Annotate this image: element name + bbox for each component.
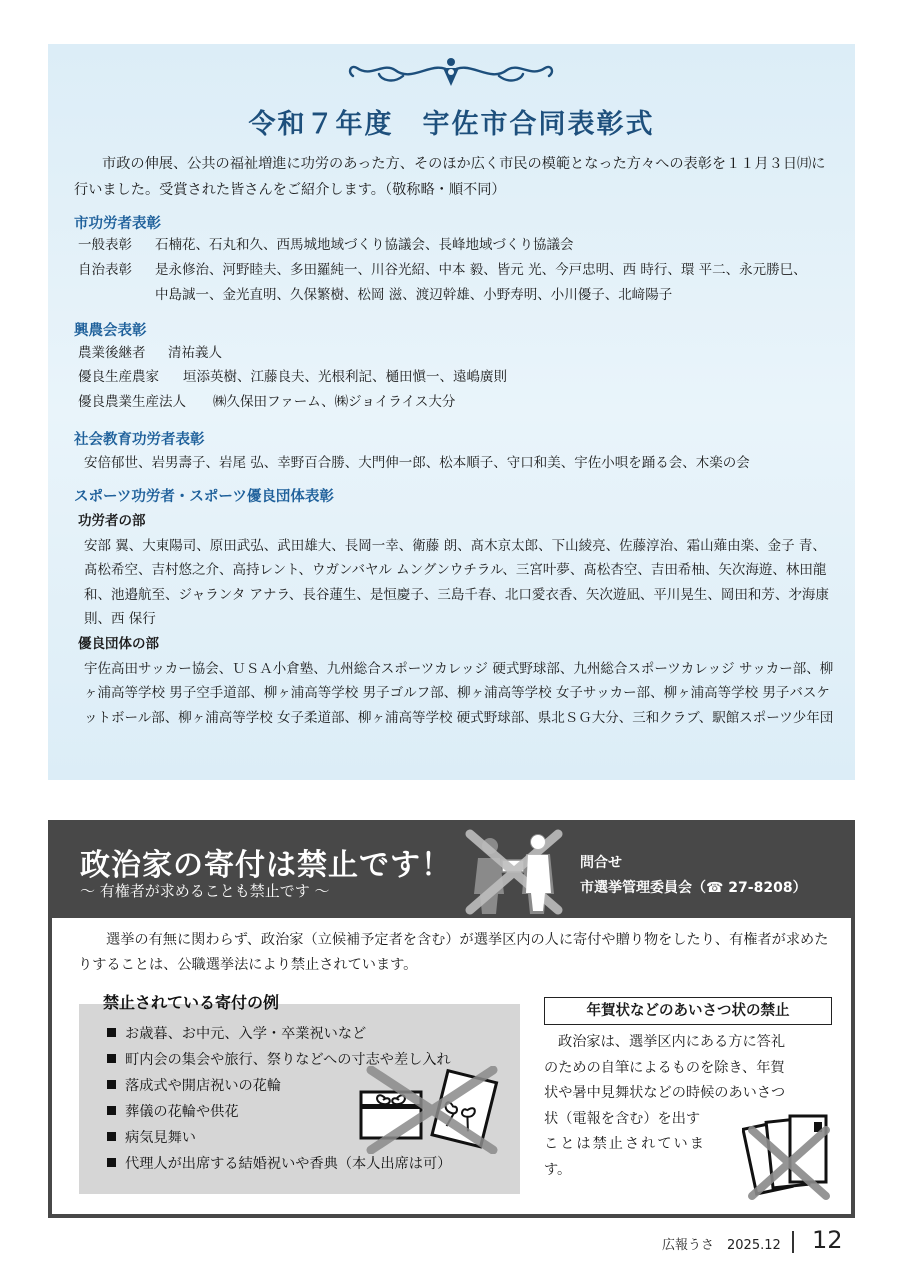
bullet-square-icon [107, 1106, 116, 1115]
general-award-label: 一般表彰 [78, 237, 132, 253]
example-item: 代理人が出席する結婚祝いや香典（本人出席は可） [107, 1153, 451, 1173]
bullet-square-icon [107, 1132, 116, 1141]
examples-title: 禁止されている寄付の例 [99, 990, 283, 1013]
gift-box-prohibited-icon [357, 1066, 503, 1154]
donation-content [52, 918, 851, 1214]
examples-box [79, 993, 520, 1194]
city-merit-heading: 市功労者表彰 [74, 215, 161, 232]
bullet-square-icon [107, 1158, 116, 1167]
example-item: 葬儀の花輪や供花 [107, 1101, 239, 1121]
sports-heading: スポーツ功労者・スポーツ優良団体表彰 [74, 488, 334, 505]
autonomy-award-row [78, 258, 807, 282]
example-item: 落成式や開店祝いの花輪 [107, 1075, 281, 1095]
postcards-prohibited-icon [742, 1110, 832, 1202]
autonomy-award-names-1: 是永修治、河野睦夫、多田羅純一、川谷光紹、中本 毅、皆元 光、今戸忠明、西 時行、環 平二、永元勝巳、 [155, 262, 807, 278]
bullet-square-icon [107, 1028, 116, 1037]
sports-merit-label: 功労者の部 [78, 513, 146, 529]
donation-subtitle: ～ 有権者が求めることも禁止です ～ [80, 882, 330, 900]
ornament-icon [343, 54, 559, 90]
farmer-label: 優良生産農家 [78, 369, 159, 385]
general-award-names: 石楠花、石丸和久、西馬城地域づくり協議会、長峰地域づくり協議会 [155, 237, 574, 253]
successor-label: 農業後継者 [78, 345, 146, 361]
autonomy-award-label: 自治表彰 [78, 262, 132, 278]
greeting-card-ban-text: 政治家は、選挙区内にある方に答礼 のための自筆によるものを除き、年賀 状や暑中見舞状などの時候のあいさつ 状（電報を含む）を出す ことは禁止されていま す。 [544, 1034, 786, 1178]
footer-divider [792, 1231, 794, 1253]
example-item: 町内会の集会や旅行、祭りなどへの寸志や差し入れ [107, 1049, 451, 1069]
donation-intro [78, 928, 838, 978]
donation-ban-panel [48, 820, 855, 1218]
successor-row [78, 341, 222, 365]
contact-heading: 問合せ [580, 855, 622, 871]
successor-names: 清祐義人 [168, 345, 222, 361]
page-number: 12 [812, 1226, 843, 1254]
award-intro [74, 151, 834, 203]
example-item: お歳暮、お中元、入学・卒業祝いなど [107, 1023, 366, 1043]
award-intro-text: 市政の伸展、公共の福祉増進に功労のあった方、そのほか広く市民の模範となった方々への表彰を１１月３日㈪に行いました。受賞された皆さんをご紹介します。（敬称略・順不同） [74, 156, 826, 198]
donation-title: 政治家の寄付は禁止です！ [80, 848, 452, 883]
edu-heading: 社会教育功労者表彰 [74, 431, 205, 448]
agri-heading: 興農会表彰 [74, 322, 147, 339]
corp-row [78, 390, 455, 414]
example-item: 病気見舞い [107, 1127, 196, 1147]
sports-group-names: 宇佐高田サッカー協会、ＵＳＡ小倉塾、九州総合スポーツカレッジ 硬式野球部、九州総合スポーツカレッジ サッカー部、柳ヶ浦高等学校 男子空手道部、柳ヶ浦高等学校 男子ゴルフ部、柳ヶ浦高等学校 女子サッカー部、柳ヶ浦高等学校 男子バスケットボール部、柳ヶ浦高等学校 女子柔道部、柳ヶ浦高等学校 硬式野球部、県北ＳＧ大分、三和クラブ、駅館スポーツ少年団 [84, 661, 834, 726]
publication-label: 広報うさ 2025.12 [662, 1238, 781, 1253]
sports-merit-names: 安部 翼、大東陽司、原田武弘、武田雄大、長岡一幸、衛藤 朗、髙木京太郎、下山綾亮、佐藤淳治、霜山薙由楽、金子 青、髙松希空、吉村悠之介、高持レント、ウガンバヤル ムングンウチラル、三宮叶夢、髙松杏空、吉田希柚、矢次海遊、林田龍和、池邉航至、ジャランタ アナラ、長谷蓮生、是恒慶子、三島千春、北口愛衣香、矢次遊凪、平川晃生、岡田和芳、㐧海康則、西 保行 [84, 538, 829, 628]
edu-names: 安倍郁世、岩男壽子、岩尾 弘、幸野百合勝、大門伸一郎、松本順子、守口和美、宇佐小唄を踊る会、木楽の会 [84, 455, 750, 471]
bullet-square-icon [107, 1054, 116, 1063]
contact-value: 市選挙管理委員会（☎ 27-8208） [580, 880, 807, 896]
award-title: 令和７年度 宇佐市合同表彰式 [248, 109, 655, 140]
award-panel [48, 44, 855, 780]
farmer-row [78, 365, 507, 389]
handing-gift-prohibited-icon [462, 828, 566, 916]
sports-group-label: 優良団体の部 [78, 636, 159, 652]
farmer-names: 垣添英樹、江藤良夫、光根利記、樋田愼一、遠嶋廣則 [183, 369, 507, 385]
autonomy-award-names-2: 中島誠一、金光直明、久保繁樹、松岡 滋、渡辺幹雄、小野寿明、小川優子、北﨑陽子 [155, 287, 673, 303]
bullet-square-icon [107, 1080, 116, 1089]
general-award-row [78, 233, 574, 257]
donation-intro-text: 選挙の有無に関わらず、政治家（立候補予定者を含む）が選挙区内の人に寄付や贈り物をしたり、有権者が求めたりすることは、公職選挙法により禁止されています。 [78, 932, 829, 973]
corp-label: 優良農業生産法人 [78, 394, 186, 410]
corp-names: ㈱久保田ファーム、㈱ジョイライス大分 [213, 394, 456, 410]
greeting-card-ban-title: 年賀状などのあいさつ状の禁止 [544, 997, 832, 1025]
